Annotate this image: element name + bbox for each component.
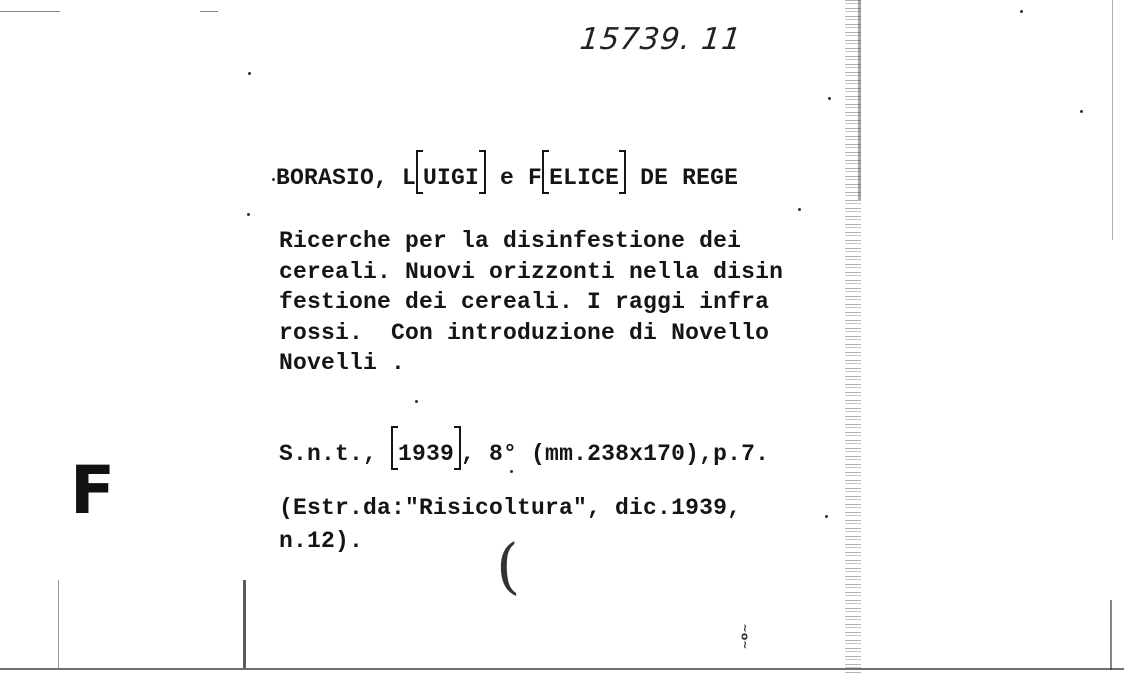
author-first-name-1: UIGI — [423, 165, 480, 191]
speck — [828, 97, 831, 100]
author-suffix: DE REGE — [626, 165, 739, 191]
bracket-close-icon — [454, 426, 461, 470]
filing-letter: F — [70, 452, 116, 529]
title-statement: Ricerche per la disinfestione dei cereali. Nuovi orizzonti nella disin festione dei cereali. I raggi infra rossi. Con introduzione di Novello Novelli . — [279, 228, 784, 376]
bracket-open-icon — [391, 426, 398, 470]
imprint-suffix: , 8° (mm.238x170),p.7. — [461, 441, 770, 467]
imprint-year: 1939 — [398, 441, 455, 467]
edge-stamp-icon: ~o~ — [738, 623, 752, 650]
speck — [798, 208, 801, 211]
top-edge-line — [0, 11, 60, 12]
author-prefix: BORASIO, L — [276, 165, 417, 191]
pencil-mark-icon: ( — [494, 531, 521, 603]
speck — [415, 400, 418, 403]
call-number: 15739. 11 — [578, 22, 744, 57]
author-first-name-2: ELICE — [549, 165, 620, 191]
left-fold-line — [243, 580, 246, 668]
bracket-open-icon — [416, 150, 423, 194]
speck — [248, 72, 251, 75]
speck — [272, 178, 275, 181]
speck — [1020, 10, 1023, 13]
left-edge-line — [58, 580, 59, 668]
far-right-line-2 — [1110, 600, 1112, 670]
author-conjunction: e F — [486, 165, 543, 191]
imprint-line — [279, 426, 769, 470]
speck — [825, 515, 828, 518]
bottom-edge-line — [0, 668, 1124, 670]
author-heading — [276, 150, 738, 194]
bracket-close-icon — [479, 150, 486, 194]
imprint-prefix: S.n.t., — [279, 441, 392, 467]
speck — [247, 213, 250, 216]
series-note: (Estr.da:"Risicoltura", dic.1939, n.12). — [279, 495, 742, 554]
speck — [1080, 110, 1083, 113]
top-edge-line-2 — [200, 11, 218, 12]
far-right-line — [1112, 0, 1113, 240]
card-right-edge-shadow — [858, 0, 861, 200]
speck — [510, 470, 513, 473]
bracket-open-icon — [542, 150, 549, 194]
